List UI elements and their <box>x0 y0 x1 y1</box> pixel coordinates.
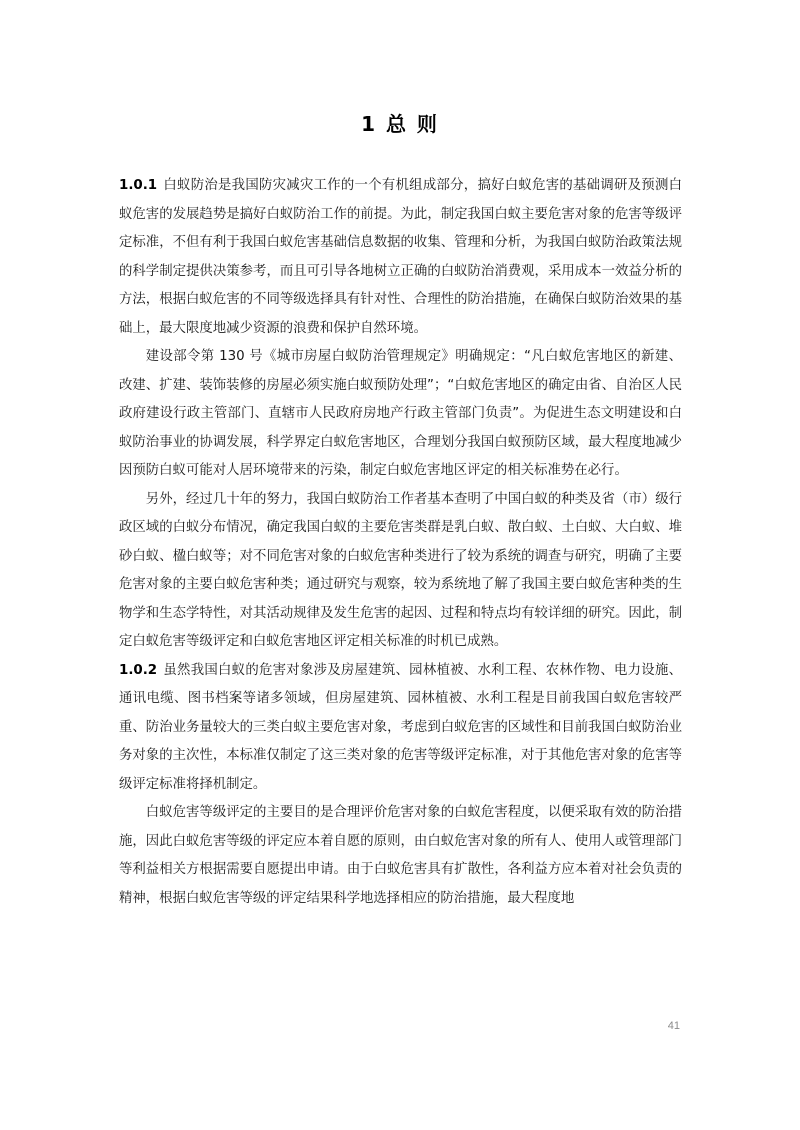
paragraph-regulation <box>119 343 682 486</box>
chapter-title: 1 总 则 <box>361 112 439 136</box>
paragraph-text: 建设部令第 130 号《城市房屋白蚁防治管理规定》明确规定：“凡白蚁危害地区的新建、改建、扩建、装饰装修的房屋必须实施白蚁预防处理”；“白蚁危害地区的确定由省、自治区人民政府建设行政主管部门、直辖市人民政府房地产行政主管部门负责”。为促进生态文明建设和白蚁防治事业的协调发展，科学界定白蚁危害地区，合理划分我国白蚁预防区域，最大程度地减少因预防白蚁可能对人居环境带来的污染，制定白蚁危害地区评定的相关标准势在必行。 <box>119 349 682 478</box>
paragraph-1-0-1 <box>119 172 682 343</box>
page-number: 41 <box>667 1020 680 1032</box>
body-text <box>119 172 682 913</box>
paragraph-1-0-2 <box>119 657 682 800</box>
paragraph-research <box>119 486 682 657</box>
paragraph-text: 另外，经过几十年的努力，我国白蚁防治工作者基本查明了中国白蚁的种类及省（市）级行政区域的白蚁分布情况，确定我国白蚁的主要危害类群是乳白蚁、散白蚁、土白蚁、大白蚁、堆砂白蚁、楹白蚁等；对不同危害对象的白蚁危害种类进行了较为系统的调查与研究，明确了主要危害对象的主要白蚁危害种类；通过研究与观察，较为系统地了解了我国主要白蚁危害种类的生物学和生态学特性，对其活动规律及发生危害的起因、过程和特点均有较详细的研究。因此，制定白蚁危害等级评定和白蚁危害地区评定相关标准的时机已成熟。 <box>119 491 682 649</box>
paragraph-text: 白蚁危害等级评定的主要目的是合理评价危害对象的白蚁危害程度，以便采取有效的防治措施，因此白蚁危害等级的评定应本着自愿的原则，由白蚁危害对象的所有人、使用人或管理部门等利益相关方根据需要自愿提出申请。由于白蚁危害具有扩散性，各利益方应本着对社会负责的精神，根据白蚁危害等级的评定结果科学地选择相应的防治措施，最大程度地 <box>119 805 682 906</box>
paragraph-purpose <box>119 799 682 913</box>
clause-number: 1.0.2 <box>119 662 158 678</box>
clause-number: 1.0.1 <box>119 178 158 193</box>
paragraph-text: 虽然我国白蚁的危害对象涉及房屋建筑、园林植被、水利工程、农林作物、电力设施、通讯电缆、图书档案等诸多领域，但房屋建筑、园林植被、水利工程是目前我国白蚁危害较严重、防治业务量较大的三类白蚁主要危害对象，考虑到白蚁危害的区域性和目前我国白蚁防治业务对象的主次性，本标准仅制定了这三类对象的危害等级评定标准，对于其他危害对象的危害等级评定标准将择机制定。 <box>119 662 682 792</box>
paragraph-text: 白蚁防治是我国防灾减灾工作的一个有机组成部分，搞好白蚁危害的基础调研及预测白蚁危害的发展趋势是搞好白蚁防治工作的前提。为此，制定我国白蚁主要危害对象的危害等级评定标准，不但有利于我国白蚁危害基础信息数据的收集、管理和分析，为我国白蚁防治政策法规的科学制定提供决策参考，而且可引导各地树立正确的白蚁防治消费观，采用成本一效益分析的方法，根据白蚁危害的不同等级选择具有针对性、合理性的防治措施，在确保白蚁防治效果的基础上，最大限度地减少资源的浪费和保护自然环境。 <box>119 178 682 336</box>
